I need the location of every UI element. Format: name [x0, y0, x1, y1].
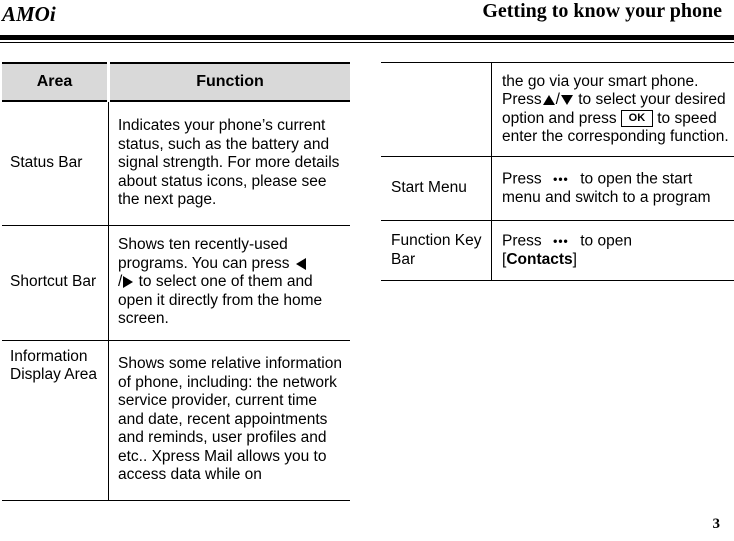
- arrow-down-icon: [560, 94, 574, 106]
- area-cell: Status Bar: [2, 101, 109, 225]
- table-row: [2, 225, 350, 340]
- function-text-pre: the go via your smart phone. Press: [502, 72, 699, 108]
- header-rule-thick: [0, 35, 734, 40]
- table-row: [381, 157, 734, 221]
- bracket-close: ]: [572, 250, 577, 268]
- area-cell: Function Key Bar: [381, 221, 492, 281]
- page-number: 3: [712, 516, 720, 532]
- bracket-open: [: [502, 250, 507, 268]
- function-cell: [492, 221, 734, 281]
- function-table-right: [381, 62, 734, 281]
- function-text-post: to speed enter the corresponding function.: [502, 109, 729, 145]
- area-cell: Shortcut Bar: [2, 225, 109, 340]
- area-cell: [381, 63, 492, 157]
- function-cell: Indicates your phone’s current status, such as the battery and signal strength. For more details about status icons, please see the next page.: [109, 101, 351, 225]
- function-cell: [492, 63, 734, 157]
- table-row: [2, 340, 350, 500]
- area-cell: Start Menu: [381, 157, 492, 221]
- function-cell: [492, 157, 734, 221]
- function-text-pre: Shows ten recently-used programs. You can press: [118, 236, 290, 272]
- function-text-post: to open: [580, 232, 632, 250]
- function-cell: Shows some relative information of phone, including: the network service provider, current time and date, recent appointments and reminds, user profiles and etc.. Xpress Mail allows you to access data while on: [109, 340, 351, 500]
- table-row: [381, 221, 734, 281]
- function-text-sep: /: [555, 91, 560, 108]
- area-cell: Information Display Area: [2, 340, 109, 500]
- function-text-mid: to select your desired option and press: [502, 91, 726, 127]
- ok-key-icon: OK: [621, 110, 653, 127]
- table-header-row: [2, 63, 350, 101]
- arrow-left-icon: [294, 257, 308, 271]
- function-text-post: to select one of them and open it directly from the home screen.: [118, 273, 323, 328]
- arrow-up-icon: [542, 94, 556, 106]
- header-function: Function: [109, 63, 351, 101]
- function-text-post: to open the start menu and switch to a program: [502, 170, 711, 206]
- arrow-right-icon: [122, 275, 134, 289]
- function-text-pre: Press: [502, 232, 542, 250]
- header-area: Area: [2, 63, 109, 101]
- function-text-pre: Press: [502, 170, 542, 188]
- table-row: [2, 101, 350, 225]
- table-row: [381, 63, 734, 157]
- softkey-icon: •••: [553, 233, 569, 248]
- contacts-label: Contacts: [506, 250, 573, 268]
- function-table-left: [2, 62, 350, 501]
- softkey-icon: •••: [553, 171, 569, 186]
- brand-logo: AMOi: [2, 2, 56, 26]
- header-rule-thin: [0, 42, 734, 43]
- page-header-title: Getting to know your phone: [482, 0, 722, 22]
- function-text-sep: /: [118, 273, 123, 291]
- function-cell: [109, 225, 351, 340]
